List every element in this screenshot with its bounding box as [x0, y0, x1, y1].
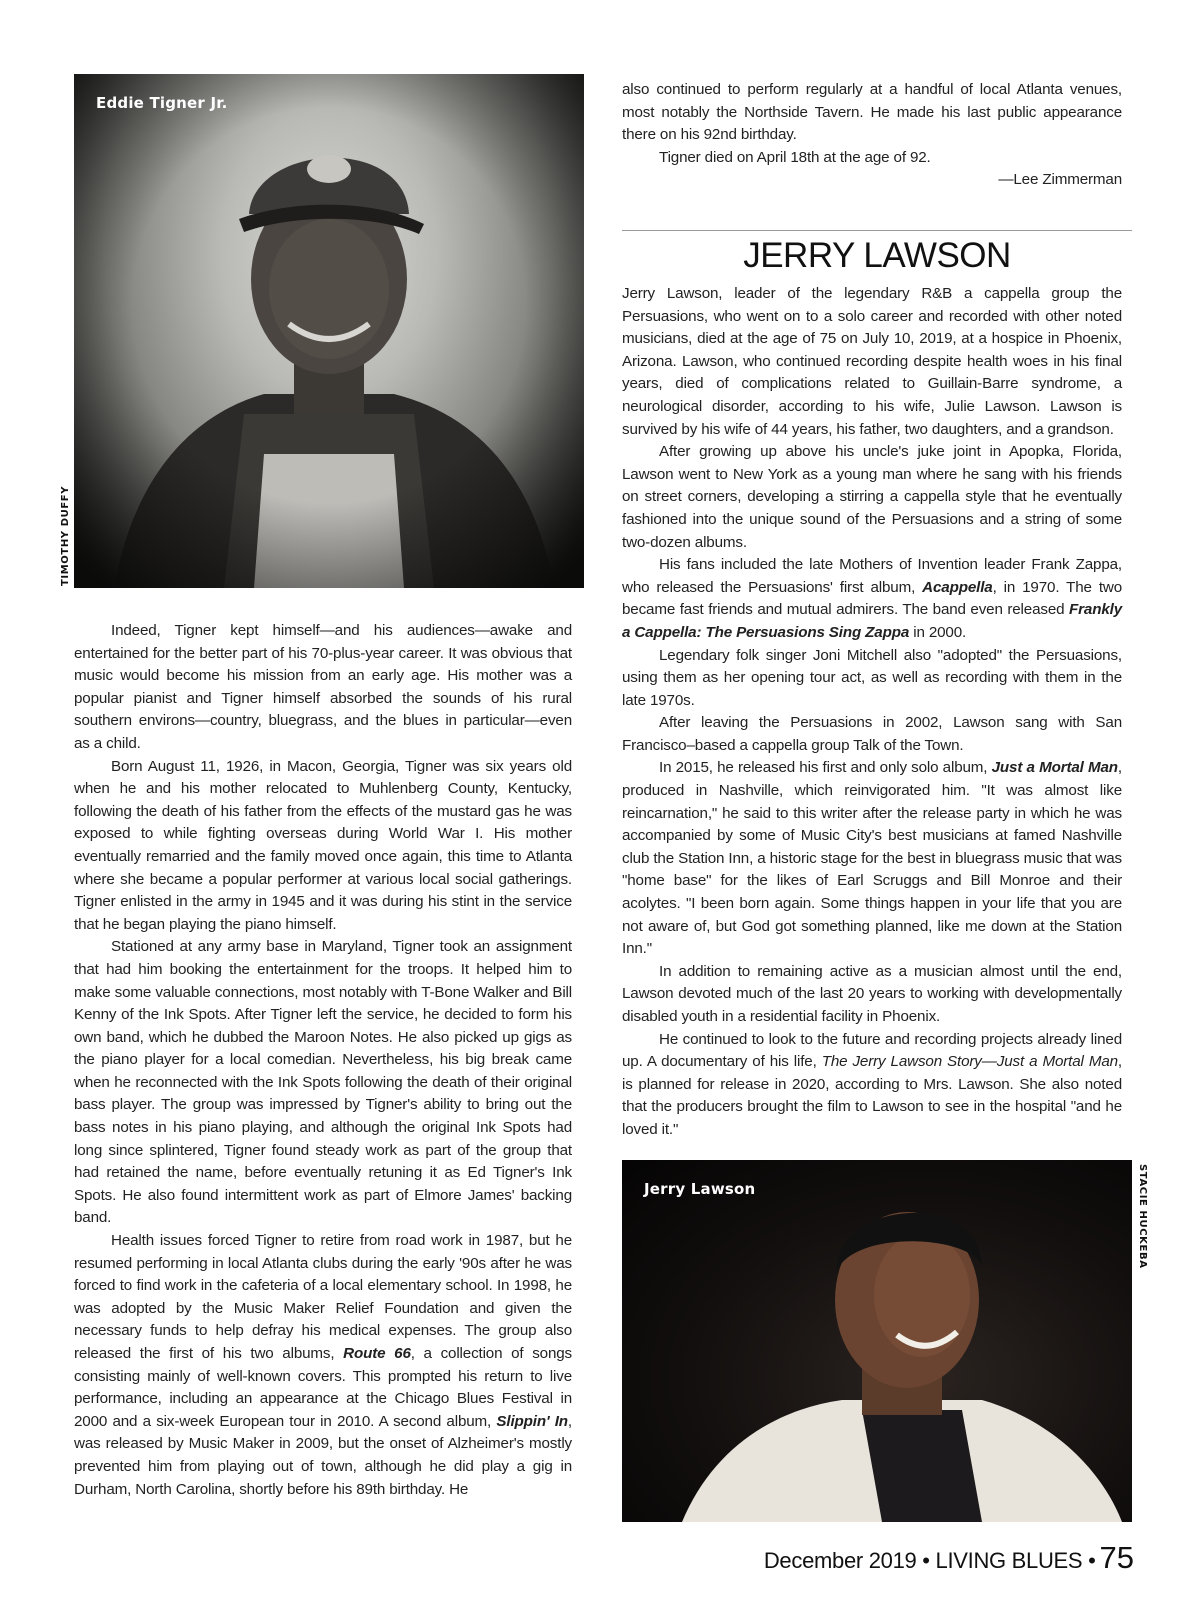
text-segment: , is planned for release in 2020, according to Mrs. Lawson. She also noted that the producers brought the film to Lawson to see in the hospital "and he loved it." — [622, 1053, 1122, 1138]
album-title-acappella: Acappella — [922, 578, 993, 596]
paragraph — [74, 1230, 572, 1501]
paragraph — [622, 757, 1122, 960]
tigner-article-continuation — [622, 79, 1122, 192]
paragraph: After leaving the Persuasions in 2002, Lawson sang with San Francisco–based a cappella group Talk of the Town. — [622, 714, 1122, 754]
section-divider — [622, 230, 1132, 231]
issue-label: December 2019 • LIVING BLUES • — [763, 1548, 1096, 1573]
text-segment: , in 1970. The two became fast friends and mutual admirers. The band even released — [622, 578, 1122, 619]
paragraph — [622, 554, 1122, 644]
paragraph: In addition to remaining active as a musician almost until the end, Lawson devoted much of the last 20 years to working with developmentally disabled youth in a residential facility in Phoenix. — [622, 962, 1122, 1025]
section-title: JERRY LAWSON — [743, 236, 1011, 275]
paragraph: also continued to perform regularly at a handful of local Atlanta venues, most notably the Northside Tavern. He made his last public appearance there on his 92nd birthday. — [622, 81, 1122, 144]
album-title-route-66: Route 66 — [343, 1345, 411, 1362]
album-title-just-a-mortal-man: Just a Mortal Man — [991, 759, 1118, 777]
paragraph — [622, 1029, 1122, 1142]
paragraph: Born August 11, 1926, in Macon, Georgia, Tigner was six years old when he and his mother relocated to Muhlenberg County, Kentucky, following the death of his father from the effects of the mustard gas he was exposed to while fighting overseas during World War I. His mother eventually remarried and the family moved once again, this time to Atlanta where she became a popular performer at various local social gatherings. Tigner enlisted in the army in 1945 and it was during his stint in the service that he began playing the piano himself. — [74, 757, 572, 933]
eddie-tigner-portrait-illustration — [74, 74, 584, 588]
eddie-tigner-caption: Eddie Tigner Jr. — [96, 94, 228, 112]
paragraph: Stationed at any army base in Maryland, Tigner took an assignment that had him booking the entertainment for the troops. It helped him to make some valuable connections, most notably with T-Bone Walker and Bill Kenny of the Ink Spots. After Tigner left the service, he decided to form his own band, which he dubbed the Maroon Notes. He also picked up gigs as the piano player for a local comedian. Nevertheless, his big break came when he reconnected with the Ink Spots following the death of their original bass player. The group was impressed by Tigner's ability to bring out the bass notes in his piano playing, and although the original Ink Spots had long since splintered, Tigner found steady work as part of the group that had retained the name, before eventually retuning it as Ed Tigner's Ink Spots. He also found intermittent work as part of Elmore James' backing band. — [74, 938, 572, 1227]
text-segment: His fans included the late Mothers of Invention leader Frank Zappa, who released the Persuasions' first album, — [622, 556, 1122, 596]
film-title: The Jerry Lawson Story—Just a Mortal Man — [821, 1053, 1118, 1071]
photo-credit-duffy: TIMOTHY DUFFY — [60, 485, 71, 586]
paragraph: Indeed, Tigner kept himself—and his audiences—awake and entertained for the better part of his 70-plus-year career. It was obvious that music would become his mission from an early age. His mother was a popular pianist and Tigner himself absorbed the sounds of his rural southern environs—country, bluegrass, and the blues in particular—even as a child. — [74, 622, 572, 752]
jerry-lawson-photo — [622, 1160, 1132, 1522]
text-segment: Health issues forced Tigner to retire from road work in 1987, but he resumed performing in local Atlanta clubs during the early '90s after he was forced to find work in the cafeteria of a local elementary school. In 1998, he was adopted by the Music Maker Relief Foundation and given the necessary funds to help defray his medical expenses. The group also released the first of his two albums, — [74, 1232, 572, 1362]
text-segment: , was released by Music Maker in 2009, but the onset of Alzheimer's mostly prevented him from playing out of town, although he did play a gig in Durham, North Carolina, shortly before his 89th birthday. He — [74, 1412, 572, 1498]
album-title-slippin-in: Slippin' In — [496, 1412, 568, 1430]
jerry-lawson-caption: Jerry Lawson — [644, 1180, 756, 1198]
text-segment: in 2000. — [909, 623, 967, 641]
jerry-lawson-portrait-illustration — [622, 1160, 1132, 1522]
eddie-tigner-photo — [74, 74, 584, 588]
page-number: 75 — [1099, 1540, 1134, 1575]
text-segment: , a collection of songs consisting mainly of well-known covers. This prompted his return to live performance, including an appearance at the Chicago Blues Festival in 2000 and a six-week European tour in 2010. A second album, — [74, 1345, 572, 1430]
paragraph: After growing up above his uncle's juke joint in Apopka, Florida, Lawson went to New York as a young man where he sang with his friends on street corners, developing a stirring a cappella style that he eventually fashioned into the unique sound of the Persuasions and a string of some two-dozen albums. — [622, 443, 1122, 551]
album-title-frankly-a-cappella: Frankly a Cappella: The Persuasions Sing Zappa — [622, 601, 1122, 641]
text-segment: , produced in Nashville, which reinvigorated him. "It was almost like reincarnation," he said to this writer after the release party in which he was accompanied by some of Music City's best musicians at famed Nashville club the Station Inn, a historic stage for the best in bluegrass music that was "home base" for the likes of Earl Scruggs and Bill Monroe and their acolytes. "I been born again. Some things happen in your life that you are not aware of, but God got something planned, like me down at the Station Inn." — [622, 759, 1122, 958]
page-footer — [764, 1540, 1134, 1576]
text-segment: In 2015, he released his first and only solo album, — [659, 759, 992, 777]
paragraph: Tigner died on April 18th at the age of 92. — [659, 148, 931, 166]
paragraph: Legendary folk singer Joni Mitchell also "adopted" the Persuasions, using them as her opening tour act, as well as recording with them in the late 1970s. — [622, 646, 1122, 709]
tigner-article-left-column — [74, 620, 572, 1501]
lawson-article-column — [622, 283, 1122, 1142]
author-byline: —Lee Zimmerman — [998, 171, 1122, 189]
paragraph: Jerry Lawson, leader of the legendary R&B a cappella group the Persuasions, who went on to a solo career and recorded with other noted musicians, died at the age of 75 on July 10, 2019, at a hospice in Phoenix, Arizona. Lawson, who continued recording despite health woes in his final years, died of complications related to Guillain-Barre syndrome, a neurological disorder, according to his wife, Julie Lawson. Lawson is survived by his wife of 44 years, his father, two daughters, and a grandson. — [622, 285, 1122, 438]
text-segment: He continued to look to the future and recording projects already lined up. A documentary of his life, — [622, 1030, 1122, 1071]
photo-credit-huckeba: STACIE HUCKEBA — [1137, 1164, 1148, 1269]
